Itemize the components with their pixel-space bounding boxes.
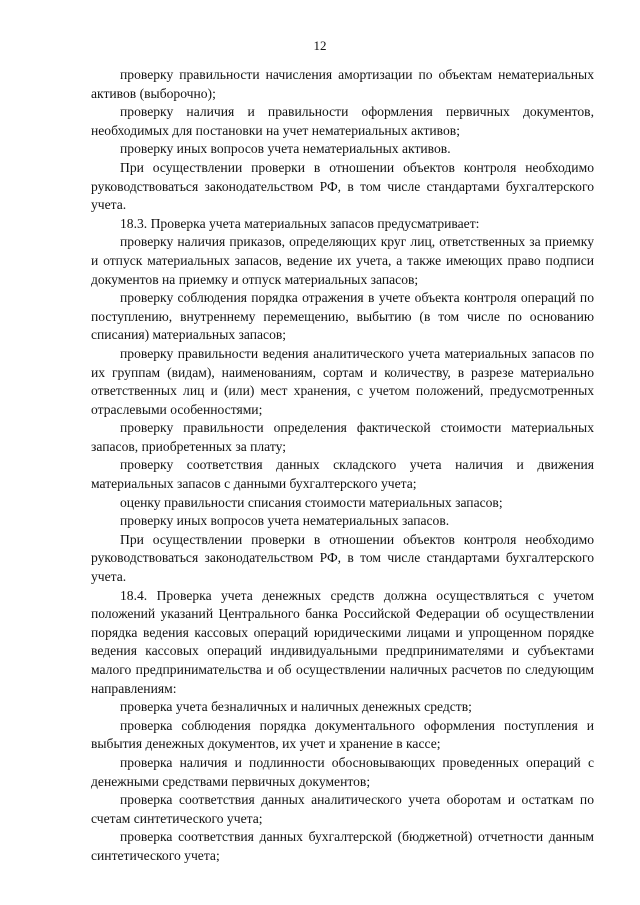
paragraph: проверку правильности ведения аналитического учета материальных запасов по их группам (видам), наименованиям, сортам и количеству, в разрезе материально ответственных лиц и (или) мест хранения, с учетом положений, предусмотренных отраслевыми особенностями;	[91, 345, 594, 417]
paragraph: оценку правильности списания стоимости материальных запасов;	[120, 494, 503, 510]
paragraph: проверку правильности начисления амортизации по объектам нематериальных активов (выборочно);	[91, 67, 594, 101]
paragraph: проверку наличия и правильности оформления первичных документов, необходимых для постановки на учет нематериальных активов;	[91, 104, 594, 138]
paragraph: проверку иных вопросов учета нематериальных запасов.	[120, 513, 450, 529]
page-number: 12	[313, 38, 327, 53]
paragraph: проверка учета безналичных и наличных денежных средств;	[120, 699, 472, 715]
paragraph: проверку правильности определения фактической стоимости материальных запасов, приобретенных за плату;	[91, 420, 594, 454]
paragraph: проверку наличия приказов, определяющих круг лиц, ответственных за приемку и отпуск материальных запасов, ведение их учета, а также имеющих право подписи документов на приемку и отпуск материальных запасов;	[91, 234, 594, 287]
paragraph: проверка соответствия данных аналитического учета оборотам и остаткам по счетам синтетического учета;	[91, 792, 594, 826]
paragraph: При осуществлении проверки в отношении объектов контроля необходимо руководствоваться законодательством РФ, в том числе стандартами бухгалтерского учета.	[91, 159, 594, 213]
paragraph: проверка соответствия данных бухгалтерской (бюджетной) отчетности данным синтетического учета;	[91, 829, 594, 863]
section-heading: 18.3. Проверка учета материальных запасов предусматривает:	[120, 215, 480, 231]
paragraph: проверка соблюдения порядка документального оформления поступления и выбытия денежных документов, их учет и хранение в кассе;	[91, 717, 594, 752]
document-body	[91, 66, 594, 866]
paragraph: При осуществлении проверки в отношении объектов контроля необходимо руководствоваться законодательством РФ, в том числе стандартами бухгалтерского учета.	[91, 531, 594, 585]
paragraph: проверку иных вопросов учета нематериальных активов.	[120, 141, 451, 157]
paragraph: проверку соответствия данных складского учета наличия и движения материальных запасов с данными бухгалтерского учета;	[91, 457, 594, 492]
section-heading: 18.4. Проверка учета денежных средств должна осуществляться с учетом положений указаний Центрального банка Российской Федерации об осуществлении порядка ведения кассовых операций юридическими лицами и упрощенном порядке ведения кассовых операций индивидуальными предпринимателями и субъектами малого предпринимательства и об осуществлении наличных расчетов по следующим направлениям:	[91, 587, 594, 696]
paragraph: проверку соблюдения порядка отражения в учете объекта контроля операций по поступлению, внутреннему перемещению, выбытию (в том числе по основанию списания) материальных запасов;	[91, 290, 594, 343]
paragraph: проверка наличия и подлинности обосновывающих проведенных операций с денежными средствами первичных документов;	[91, 754, 594, 789]
